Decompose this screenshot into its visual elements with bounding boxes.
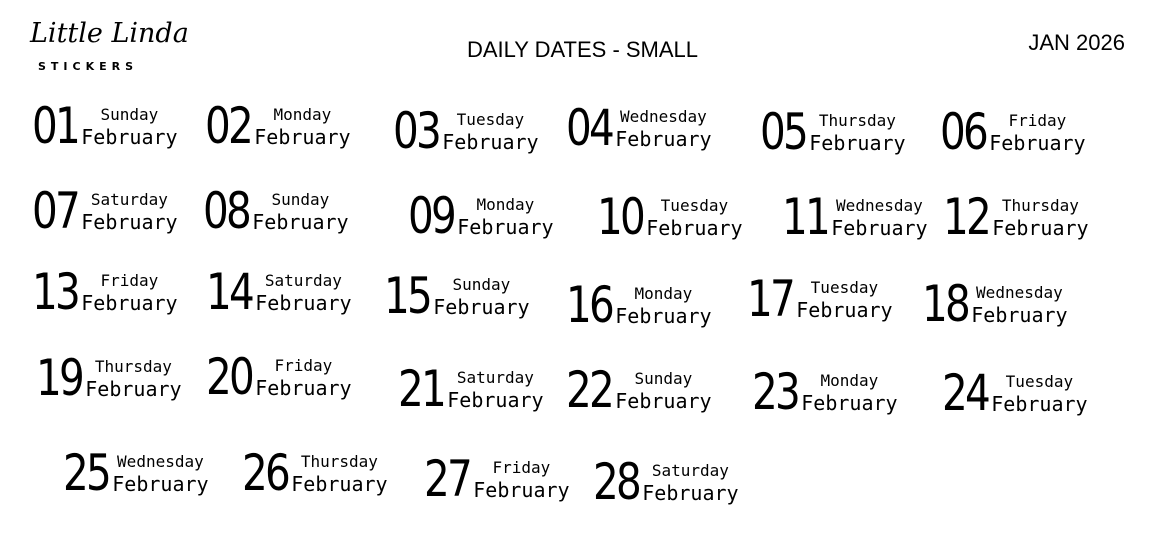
month-label: February [989, 131, 1086, 155]
month-label: February [457, 215, 554, 239]
date-number: 23 [752, 363, 799, 421]
date-words [992, 195, 1088, 239]
month-label: February [642, 481, 739, 505]
month-label: February [796, 298, 893, 322]
date-words [989, 110, 1085, 154]
weekday-label: Saturday [456, 368, 534, 387]
date-words [291, 451, 387, 495]
date-number: 27 [424, 450, 471, 508]
date-words [81, 104, 177, 148]
date-words [254, 104, 350, 148]
month-label: February [81, 210, 178, 234]
weekday-label: Wednesday [976, 283, 1063, 302]
month-label: February [615, 389, 712, 413]
month-label: February [991, 392, 1088, 416]
weekday-label: Sunday [271, 190, 330, 209]
brand-script: Little Linda [30, 18, 189, 49]
month-label: February [615, 304, 712, 328]
date-number: 05 [760, 103, 807, 161]
date-words [615, 106, 711, 150]
date-sticker [242, 444, 388, 502]
month-label: February [81, 125, 178, 149]
date-sticker [760, 103, 906, 161]
date-words [831, 195, 927, 239]
date-words [809, 110, 905, 154]
date-number: 25 [63, 444, 110, 502]
weekday-label: Tuesday [660, 196, 729, 215]
weekday-label: Wednesday [117, 452, 204, 471]
weekday-label: Friday [492, 458, 551, 477]
date-words [991, 371, 1087, 415]
date-words [81, 189, 177, 233]
date-number: 16 [566, 276, 613, 334]
weekday-label: Tuesday [1005, 372, 1074, 391]
date-sticker [940, 103, 1086, 161]
date-words [971, 282, 1067, 326]
month-label: February [971, 303, 1068, 327]
month-label: February [442, 130, 539, 154]
month-label: February [291, 472, 388, 496]
date-words [255, 355, 351, 399]
date-words [252, 189, 348, 233]
month-label: February [112, 472, 209, 496]
date-number: 11 [782, 188, 829, 246]
month-label: February [81, 291, 178, 315]
date-number: 22 [566, 361, 613, 419]
date-sticker [36, 349, 182, 407]
date-words [801, 370, 897, 414]
date-sticker [942, 364, 1088, 422]
date-sticker [32, 263, 178, 321]
date-number: 26 [242, 444, 289, 502]
weekday-label: Friday [100, 271, 159, 290]
month-label: February [809, 131, 906, 155]
date-number: 17 [747, 270, 794, 328]
date-sticker [566, 361, 712, 419]
weekday-label: Thursday [300, 452, 378, 471]
weekday-label: Tuesday [810, 278, 879, 297]
date-number: 06 [940, 103, 987, 161]
date-words [646, 195, 742, 239]
date-sticker [943, 188, 1089, 246]
date-number: 08 [203, 182, 250, 240]
weekday-label: Saturday [651, 461, 729, 480]
date-sticker [566, 99, 712, 157]
weekday-label: Saturday [264, 271, 342, 290]
date-words [81, 270, 177, 314]
date-number: 21 [398, 360, 445, 418]
month-label: February [255, 376, 352, 400]
date-sticker [398, 360, 544, 418]
date-sticker [752, 363, 898, 421]
date-number: 03 [393, 102, 440, 160]
weekday-label: Monday [273, 105, 332, 124]
date-number: 12 [943, 188, 990, 246]
date-number: 09 [408, 187, 455, 245]
date-sticker [32, 182, 178, 240]
month-label: February [252, 210, 349, 234]
date-words [442, 109, 538, 153]
date-number: 10 [597, 188, 644, 246]
date-number: 15 [384, 267, 431, 325]
date-sticker [203, 182, 349, 240]
weekday-label: Monday [476, 195, 535, 214]
date-number: 14 [206, 263, 253, 321]
weekday-label: Sunday [100, 105, 159, 124]
brand-sub: STICKERS [38, 60, 139, 73]
date-number: 28 [593, 453, 640, 511]
period-label: JAN 2026 [1028, 30, 1125, 55]
date-words [615, 368, 711, 412]
month-label: February [255, 291, 352, 315]
date-number: 04 [566, 99, 613, 157]
date-sticker [206, 348, 352, 406]
date-number: 24 [942, 364, 989, 422]
date-number: 20 [206, 348, 253, 406]
date-words [447, 367, 543, 411]
weekday-label: Thursday [94, 357, 172, 376]
date-words [112, 451, 208, 495]
date-number: 02 [205, 97, 252, 155]
weekday-label: Wednesday [836, 196, 923, 215]
weekday-label: Sunday [452, 275, 511, 294]
month-label: February [831, 216, 928, 240]
date-sticker [566, 276, 712, 334]
weekday-label: Tuesday [456, 110, 525, 129]
date-sticker [393, 102, 539, 160]
weekday-label: Monday [820, 371, 879, 390]
date-sticker [206, 263, 352, 321]
date-sticker [384, 267, 530, 325]
month-label: February [992, 216, 1089, 240]
weekday-label: Thursday [818, 111, 896, 130]
date-words [457, 194, 553, 238]
weekday-label: Monday [634, 284, 693, 303]
date-sticker [593, 453, 739, 511]
month-label: February [615, 127, 712, 151]
weekday-label: Saturday [90, 190, 168, 209]
date-number: 01 [32, 97, 79, 155]
page-title: DAILY DATES - SMALL [466, 37, 699, 62]
date-words [642, 460, 738, 504]
date-number: 19 [36, 349, 83, 407]
date-words [433, 274, 529, 318]
date-words [615, 283, 711, 327]
month-label: February [254, 125, 351, 149]
date-words [473, 457, 569, 501]
month-label: February [85, 377, 182, 401]
date-sticker [63, 444, 209, 502]
weekday-label: Thursday [1001, 196, 1079, 215]
weekday-label: Friday [1008, 111, 1067, 130]
date-sticker [424, 450, 570, 508]
weekday-label: Sunday [634, 369, 693, 388]
date-words [796, 277, 892, 321]
date-number: 07 [32, 182, 79, 240]
date-number: 13 [32, 263, 79, 321]
date-words [255, 270, 351, 314]
date-sticker [408, 187, 554, 245]
date-sticker [32, 97, 178, 155]
date-sticker [922, 275, 1068, 333]
month-label: February [801, 391, 898, 415]
date-sticker [205, 97, 351, 155]
date-sticker [747, 270, 893, 328]
weekday-label: Wednesday [620, 107, 707, 126]
date-words [85, 356, 181, 400]
date-sticker [597, 188, 743, 246]
month-label: February [447, 388, 544, 412]
date-sticker [782, 188, 928, 246]
date-number: 18 [922, 275, 969, 333]
month-label: February [646, 216, 743, 240]
month-label: February [473, 478, 570, 502]
month-label: February [433, 295, 530, 319]
weekday-label: Friday [274, 356, 333, 375]
